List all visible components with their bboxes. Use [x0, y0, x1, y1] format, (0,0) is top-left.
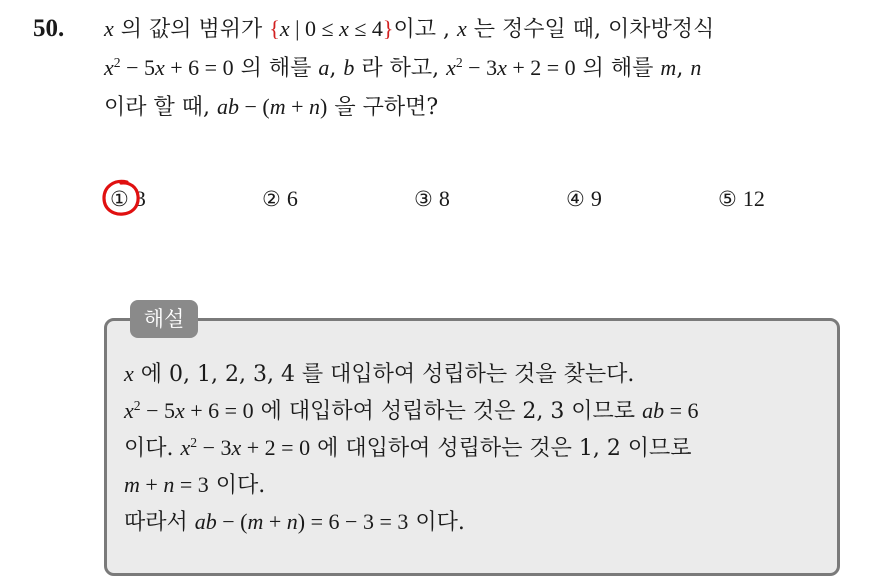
- choice-3-value: 8: [438, 186, 450, 211]
- solution-tag: 해설: [130, 300, 198, 338]
- choice-2[interactable]: [262, 183, 298, 215]
- choice-4[interactable]: [566, 183, 602, 215]
- choice-1[interactable]: [110, 183, 146, 215]
- set-open-brace: {: [269, 16, 280, 41]
- choice-4-marker: ④: [566, 187, 585, 211]
- choice-5[interactable]: [718, 183, 765, 215]
- choice-1-marker: ①: [110, 187, 129, 211]
- choice-1-value: 3: [134, 186, 146, 211]
- choice-5-value: 12: [742, 186, 765, 211]
- solution-line-5: 따라서 ab − (m + n) = 6 − 3 = 3 이다.: [124, 509, 465, 535]
- choice-2-marker: ②: [262, 187, 281, 211]
- solution-line-4: m + n = 3 이다.: [124, 472, 266, 498]
- choice-3[interactable]: [414, 183, 450, 215]
- choice-5-marker: ⑤: [718, 187, 737, 211]
- solution-line-2: $x^2 - 5x + 6 = 0$ 에 대입하여 성립하는 것은 2, 3 이므로 ab = 6: [124, 397, 699, 424]
- solution-line-3: 이다. $x^2 - 3x + 2 = 0$ 에 대입하여 성립하는 것은 1, 2 이므로: [124, 434, 692, 461]
- choice-4-value: 9: [590, 186, 602, 211]
- choice-2-value: 6: [286, 186, 298, 211]
- question-stem-line-2: $x^2 - 5x + 6 = 0$ 의 해를 a, b 라 하고, $x^2 - 3x + 2 = 0$ 의 해를 m, n: [104, 54, 702, 81]
- question-number: 50.: [33, 15, 65, 42]
- question-stem-line-1: x 의 값의 범위가 {x | 0 ≤ x ≤ 4}이고 , x 는 정수일 때, 이차방정식: [104, 16, 715, 42]
- set-close-brace: }: [382, 16, 394, 41]
- choice-3-marker: ③: [414, 187, 433, 211]
- question-stem-line-3: 이라 할 때, ab − (m + n) 을 구하면?: [104, 94, 439, 120]
- solution-line-1: x 에 0, 1, 2, 3, 4 를 대입하여 성립하는 것을 찾는다.: [124, 361, 635, 387]
